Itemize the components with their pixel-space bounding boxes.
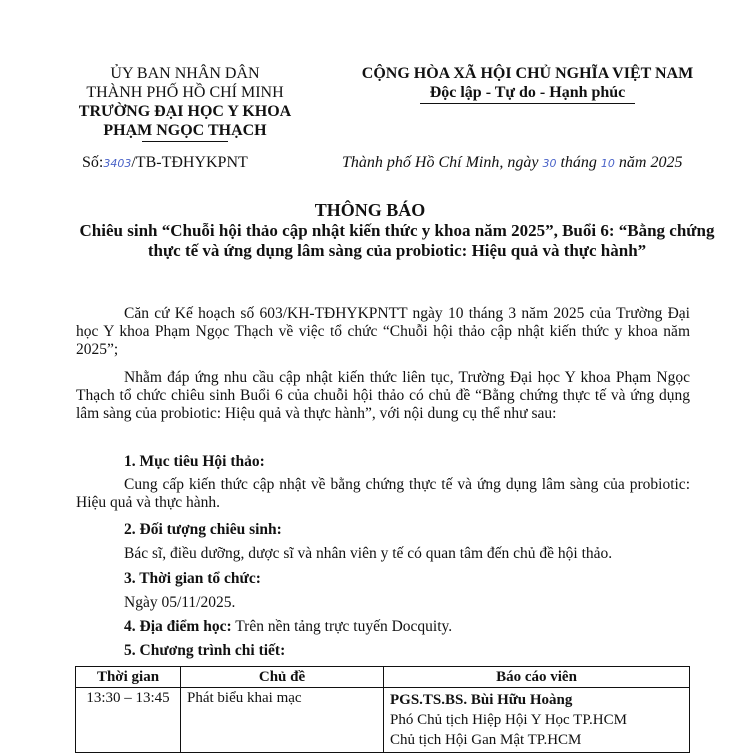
doc-number-suffix: /TB-TĐHYKPNT — [131, 154, 248, 171]
document-subtitle: Chiêu sinh “Chuỗi hội thảo cập nhật kiến thức y khoa năm 2025”, Buổi 6: “Bằng chứng thực tế và ứng dụng lâm sàng của probiotic: Hiệu quả và thực hành” — [79, 221, 715, 260]
issuer-block — [60, 64, 310, 142]
national-motto-block — [330, 64, 725, 104]
doc-number-prefix: Số: — [82, 154, 104, 171]
document-title: THÔNG BÁO — [314, 200, 426, 220]
motto-underline — [420, 103, 635, 104]
section-5-heading: 5. Chương trình chi tiết: — [124, 642, 286, 659]
section-3-heading: 3. Thời gian tổ chức: — [124, 570, 261, 587]
row-topic: Phát biểu khai mạc — [181, 688, 384, 753]
motto: Độc lập - Tự do - Hạnh phúc — [429, 84, 626, 101]
header-time: Thời gian — [76, 667, 181, 688]
issuer-line-3: TRƯỜNG ĐẠI HỌC Y KHOA — [78, 103, 292, 120]
section-1-text: Cung cấp kiến thức cập nhật về bằng chứng thực tế và ứng dụng lâm sàng của probiotic: Hiệu quả và thực hành. — [76, 476, 690, 511]
issuer-line-1: ỦY BAN NHÂN DÂN — [110, 65, 260, 82]
speaker-role-2: Chủ tịch Hội Gan Mật TP.HCM — [390, 732, 582, 748]
schedule-table — [75, 666, 690, 753]
header-topic: Chủ đề — [181, 667, 384, 688]
row-time: 13:30 – 13:45 — [76, 688, 181, 753]
date-text-3: năm 2025 — [614, 154, 683, 171]
country-name: CỘNG HÒA XÃ HỘI CHỦ NGHĨA VIỆT NAM — [361, 65, 694, 82]
date-day-handwritten: 30 — [542, 157, 557, 170]
paragraph-purpose: Nhằm đáp ứng nhu cầu cập nhật kiến thức liên tục, Trường Đại học Y khoa Phạm Ngọc Thạch tổ chức chiêu sinh Buổi 6 của chuỗi hội thảo có chủ đề “Bằng chứng thực tế và ứng dụng lâm sàng của probiotic: Hiệu quả và thực hành”, với nội dung cụ thể như sau: — [76, 369, 690, 422]
issuer-underline — [142, 141, 228, 142]
section-4-line — [124, 618, 452, 636]
section-1-heading: 1. Mục tiêu Hội thảo: — [124, 453, 265, 470]
doc-number-handwritten: 3403 — [103, 157, 132, 170]
section-4-heading: 4. Địa điểm học: — [124, 618, 232, 635]
issuer-line-4: PHẠM NGỌC THẠCH — [103, 122, 267, 139]
section-2-heading: 2. Đối tượng chiêu sinh: — [124, 521, 282, 538]
date-month-handwritten: 10 — [600, 157, 615, 170]
speaker-name: PGS.TS.BS. Bùi Hữu Hoàng — [390, 692, 573, 708]
table-row — [76, 688, 690, 753]
section-4-text: Trên nền tảng trực tuyến Docquity. — [231, 618, 453, 635]
issue-date — [342, 154, 682, 172]
section-2-text: Bác sĩ, điều dưỡng, dược sĩ và nhân viên y tế có quan tâm đến chủ đề hội thảo. — [124, 545, 613, 562]
date-text-2: tháng — [556, 154, 601, 171]
document-number — [82, 154, 248, 172]
date-text-1: Thành phố Hồ Chí Minh, ngày — [342, 154, 543, 171]
schedule-header-row — [76, 667, 690, 688]
header-speaker: Báo cáo viên — [384, 667, 690, 688]
row-speaker — [384, 688, 690, 753]
paragraph-legal-basis: Căn cứ Kế hoạch số 603/KH-TĐHYKPNTT ngày 10 tháng 3 năm 2025 của Trường Đại học Y khoa Phạm Ngọc Thạch về việc tổ chức “Chuỗi hội thảo cập nhật kiến thức y khoa năm 2025”; — [76, 305, 690, 358]
issuer-line-2: THÀNH PHỐ HỒ CHÍ MINH — [86, 84, 284, 101]
speaker-role-1: Phó Chủ tịch Hiệp Hội Y Học TP.HCM — [390, 712, 627, 728]
section-3-text: Ngày 05/11/2025. — [124, 594, 236, 611]
